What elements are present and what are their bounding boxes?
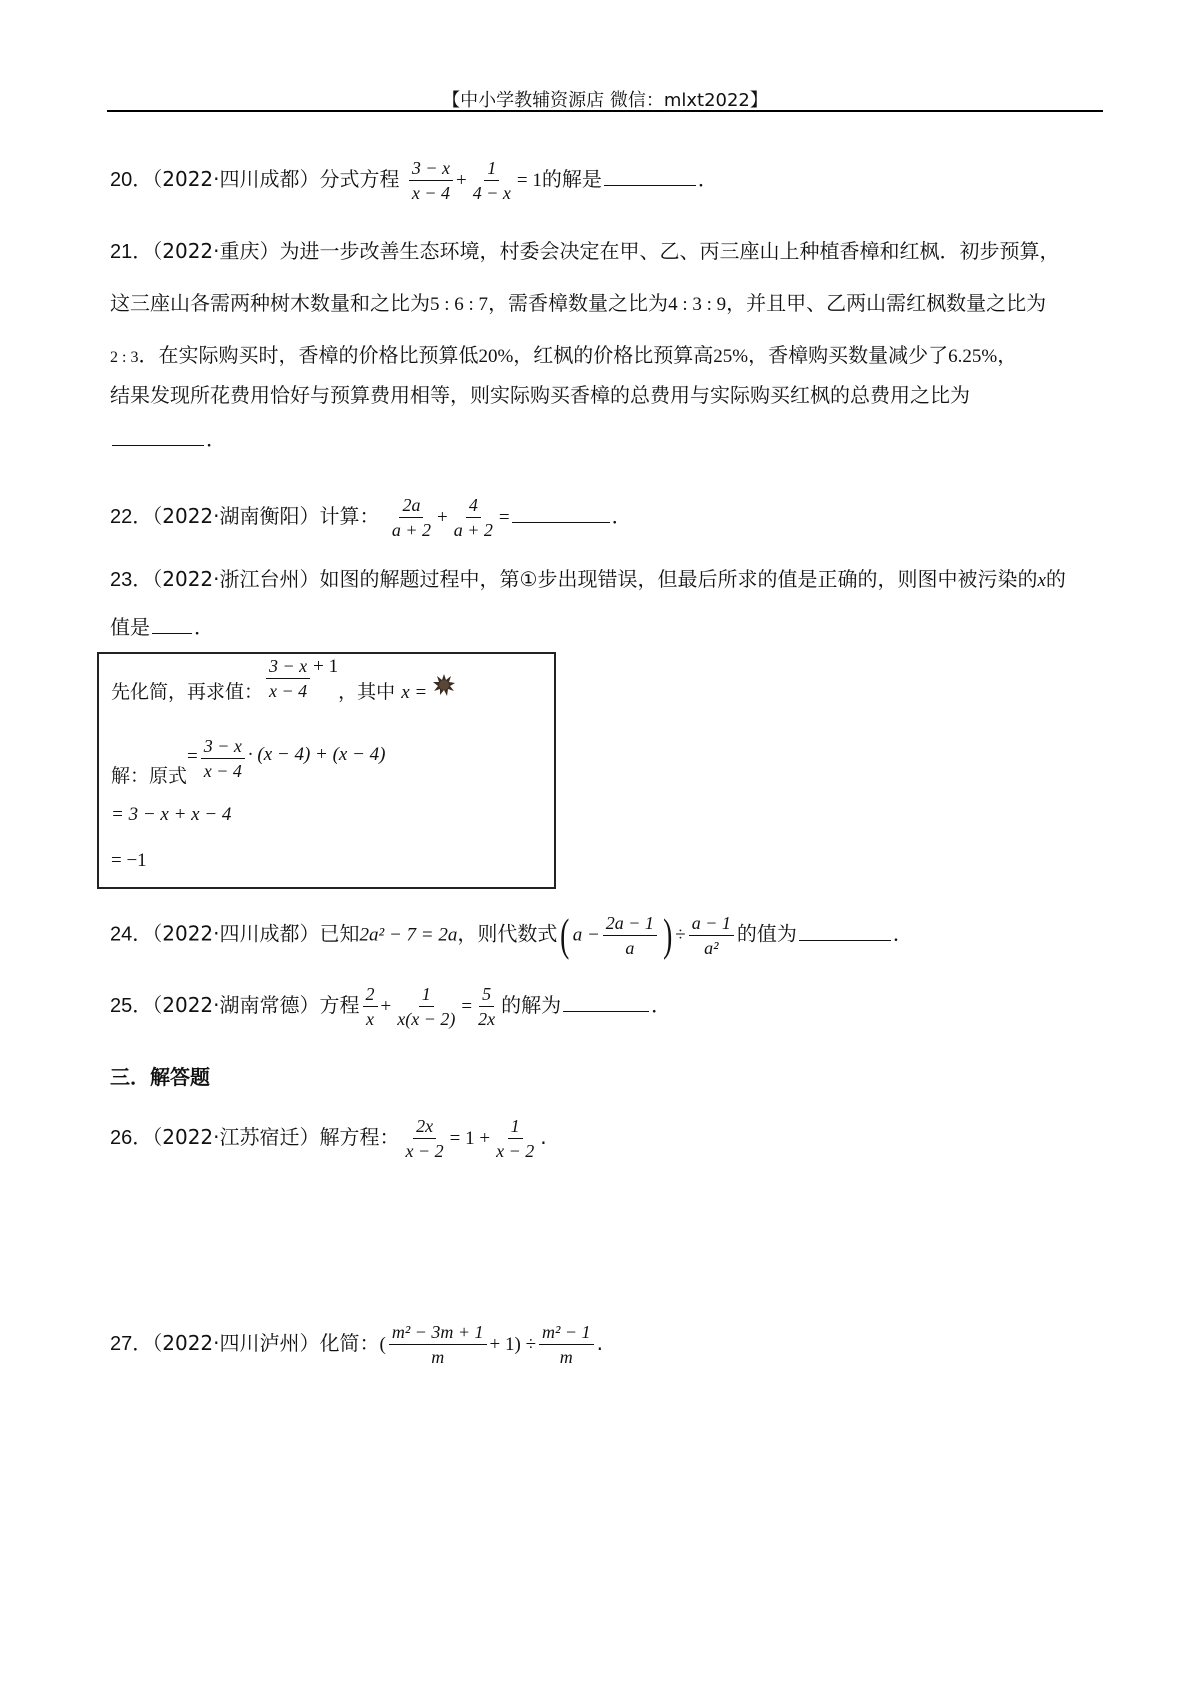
fraction: $\frac{1}{x(x - 2)}$ — [397, 984, 456, 1029]
box-row-4: = −1 — [111, 850, 147, 871]
question-text: 已知 — [319, 921, 360, 946]
answer-blank[interactable] — [152, 615, 192, 634]
question-20: 20．（2022·四川成都）分式方程 $\frac{3 - x}{x - 4}$ + $\frac{1}{4 - x}$ = 1的解是 ． — [110, 158, 718, 203]
answer-blank[interactable] — [512, 504, 610, 523]
question-text: 为进一步改善生态环境，村委会决定在甲、乙、丙三座山上种植香樟和红枫．初步预算， — [279, 239, 1060, 263]
question-26: 26．（2022·江苏宿迁）解方程： $\frac{2x}{x - 2}$ = 1 + $\frac{1}{x - 2}$ . — [110, 1116, 547, 1161]
question-23-line2: 值是 ． — [110, 615, 214, 639]
question-source: （2022·湖南衡阳） — [152, 504, 320, 528]
fraction: $\frac{1}{x - 2}$ — [496, 1116, 535, 1161]
solution-box — [97, 652, 556, 889]
fraction: $\frac{4}{a + 2}$ — [453, 495, 493, 540]
question-text: 解方程： — [319, 1125, 400, 1149]
question-27: 27．（2022·四川泸州）化简：( $\frac{\text{m² − 3m + 1}}{m}$ + 1) ÷ $\frac{\text{m² − 1}}{m}$ . — [110, 1322, 603, 1367]
fraction: $\frac{2x}{x - 2}$ — [405, 1116, 444, 1161]
question-number: 27． — [110, 1333, 153, 1355]
question-21-line4: 结果发现所花费用恰好与预算费用相等，则实际购买香樟的总费用与实际购买红枫的总费用之比为 — [110, 383, 970, 407]
fraction: $\frac{2a}{a + 2}$ — [391, 495, 432, 540]
question-text: 方程 — [319, 993, 360, 1017]
fraction: $\frac{1}{4 - x}$ — [472, 158, 511, 203]
question-number: 23． — [110, 569, 153, 591]
question-21-line3: 2 : 3．在实际购买时，香樟的价格比预算低20%，红枫的价格比预算高25%，香樟购买数量减少了6.25%， — [110, 343, 1018, 367]
fraction: $\frac{\text{m² − 3m + 1}}{m}$ — [389, 1322, 487, 1367]
answer-blank[interactable] — [604, 167, 696, 186]
box-row-3: = 3 − x + x − 4 — [111, 804, 232, 825]
question-number: 25． — [110, 995, 153, 1017]
question-number: 20． — [110, 169, 153, 191]
question-source: （2022·四川成都） — [152, 167, 320, 191]
question-source: （2022·湖南常德） — [152, 993, 320, 1017]
box-row-1: 先化简，再求值： $\frac{3 - x}{x - 4}$ + 1，其中 x = — [111, 670, 455, 715]
fraction: $\frac{3 - x}{x - 4}$ — [201, 736, 245, 781]
page-header: 【中小学教辅资源店 微信：mlxt2022】 — [442, 90, 768, 111]
fraction: $\frac{5}{2x}$ — [478, 984, 496, 1029]
question-21-line2: 这三座山各需两种树木数量和之比为5 : 6 : 7，需香樟数量之比为4 : 3 : 9，并且甲、乙两山需红枫数量之比为 — [110, 291, 1047, 315]
question-number: 21． — [110, 241, 153, 263]
fraction: $\frac{2}{x}$ — [363, 984, 378, 1029]
question-source: （2022·四川成都） — [152, 921, 320, 946]
question-text: 分式方程 — [319, 167, 400, 191]
header-divider — [107, 110, 1103, 112]
question-21-line5: ． — [110, 426, 226, 452]
question-text: 计算： — [319, 504, 380, 528]
fraction: $\frac{\text{m² − 1}}{m}$ — [539, 1322, 594, 1367]
question-24: 24．（2022·四川成都）已知2a² − 7 = 2a，则代数式( a − $\frac{2a - 1}{a}$ ) ÷ $\frac{a - 1}{\text{a²}}$ 的值为 ． — [110, 909, 913, 960]
question-25: 25．（2022·湖南常德）方程 $\frac{2}{x}$ + $\frac{1}{x(x - 2)}$ = $\frac{5}{2x}$ 的解为 ． — [110, 984, 672, 1029]
question-21 — [110, 238, 1100, 265]
question-23: 23．（2022·浙江台州）如图的解题过程中，第①步出现错误，但最后所求的值是正确的，则图中被污染的x的 — [110, 567, 1066, 591]
question-number: 26． — [110, 1127, 153, 1149]
question-22: 22．（2022·湖南衡阳）计算： $\frac{2a}{a + 2}$ + $\frac{4}{a + 2}$ = ． — [110, 495, 632, 540]
answer-blank[interactable] — [799, 922, 891, 941]
answer-blank[interactable] — [563, 993, 649, 1012]
answer-blank[interactable] — [112, 427, 204, 446]
fraction: $\frac{a - 1}{\text{a²}}$ — [689, 913, 734, 958]
question-number: 22． — [110, 506, 153, 528]
fraction: $\frac{3 - x}{x - 4}$ — [409, 158, 453, 203]
question-source: （2022·江苏宿迁） — [152, 1125, 320, 1149]
box-row-2: 解：原式= $\frac{3 - x}{x - 4}$ · (x − 4) + (x − 4) — [111, 736, 386, 787]
question-source: （2022·浙江台州） — [152, 567, 320, 591]
question-number: 24． — [110, 923, 153, 946]
fraction: $\frac{2a - 1}{a}$ — [603, 913, 657, 958]
ink-blot-icon — [433, 674, 455, 696]
fraction: $\frac{3 - x}{x - 4}$ — [266, 656, 310, 701]
question-text: 化简： — [319, 1331, 380, 1355]
question-source: （2022·四川泸州） — [152, 1331, 320, 1355]
question-text: 如图的解题过程中，第①步出现错误，但最后所求的值是正确的，则图中被污染的 — [319, 567, 1038, 591]
question-source: （2022·重庆） — [152, 239, 280, 263]
section-heading: 三．解答题 — [110, 1065, 210, 1089]
